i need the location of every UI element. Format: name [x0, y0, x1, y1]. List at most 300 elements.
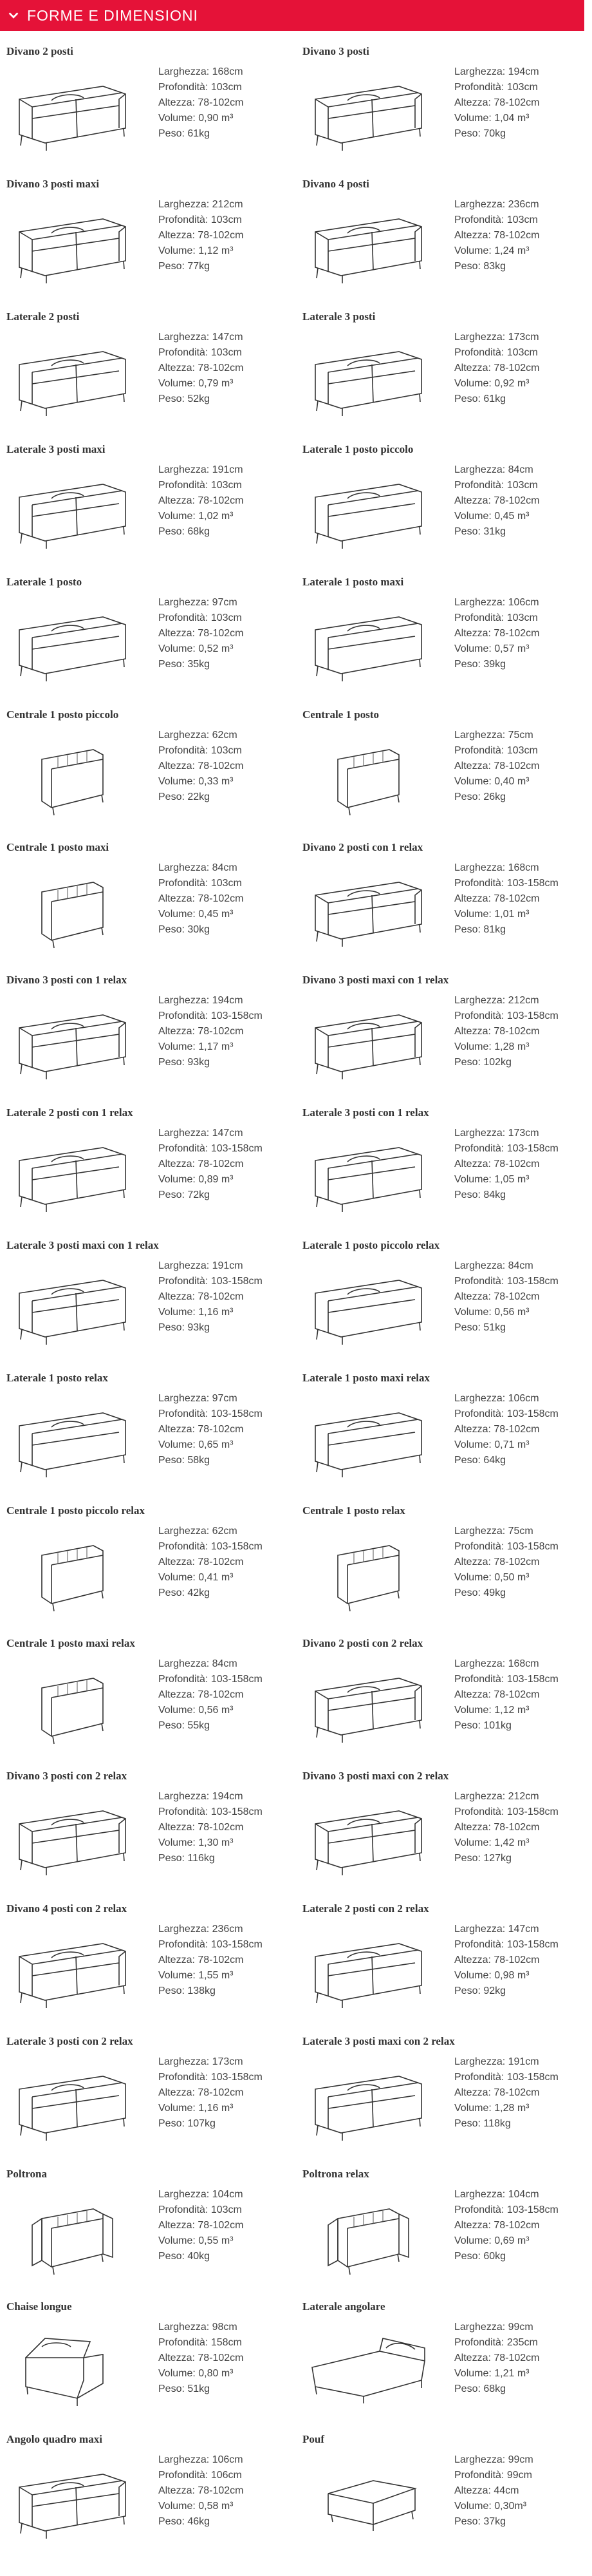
spec-height: Altezza: 78-102cm: [158, 628, 244, 639]
spec-height: Altezza: 78-102cm: [158, 893, 244, 904]
spec-weight: Peso: 92kg: [454, 1985, 506, 1996]
spec-weight: Peso: 61kg: [454, 393, 506, 404]
product-name: Centrale 1 posto piccolo relax: [6, 1504, 145, 1517]
spec-width: Larghezza: 236cm: [454, 199, 539, 210]
product-name: Laterale 1 posto relax: [6, 1372, 108, 1384]
product-card: [296, 960, 592, 1092]
product-specs: [158, 728, 244, 805]
product-drawing: [6, 2057, 135, 2147]
spec-width: Larghezza: 194cm: [454, 66, 539, 77]
spec-depth: Profondità: 103cm: [158, 347, 242, 358]
spec-volume: Volume: 0,45 m³: [158, 909, 234, 920]
spec-height: Altezza: 78-102cm: [158, 1159, 244, 1170]
product-specs: [158, 197, 244, 274]
spec-volume: Volume: 0,89 m³: [158, 1174, 234, 1185]
chevron-down-icon: [6, 8, 21, 23]
spec-width: Larghezza: 173cm: [454, 332, 539, 343]
product-name: Poltrona relax: [302, 2168, 369, 2180]
spec-weight: Peso: 60kg: [454, 2251, 506, 2262]
spec-volume: Volume: 1,16 m³: [158, 1307, 234, 1318]
product-drawing: [6, 996, 135, 1086]
spec-weight: Peso: 81kg: [454, 924, 506, 935]
spec-width: Larghezza: 75cm: [454, 1526, 533, 1537]
product-card: [0, 960, 296, 1092]
spec-height: Altezza: 78-102cm: [454, 893, 540, 904]
product-name: Divano 3 posti maxi con 1 relax: [302, 974, 449, 986]
spec-width: Larghezza: 147cm: [158, 332, 243, 343]
product-drawing: [6, 1261, 135, 1351]
spec-height: Altezza: 78-102cm: [454, 1424, 540, 1435]
spec-volume: Volume: 1,24 m³: [454, 245, 530, 256]
spec-volume: Volume: 1,30 m³: [158, 1837, 234, 1848]
spec-height: Altezza: 78-102cm: [454, 761, 540, 772]
product-card: [0, 429, 296, 562]
product-drawing: [6, 598, 135, 688]
spec-volume: Volume: 0,50 m³: [454, 1572, 530, 1583]
spec-height: Altezza: 78-102cm: [454, 363, 540, 374]
product-name: Chaise longue: [6, 2300, 72, 2313]
spec-height: Altezza: 78-102cm: [454, 1159, 540, 1170]
spec-weight: Peso: 35kg: [158, 659, 210, 670]
product-card: [296, 1225, 592, 1358]
product-card: [296, 1888, 592, 2021]
spec-depth: Profondità: 103cm: [158, 480, 242, 491]
product-specs: [454, 1922, 559, 1999]
product-card: [296, 2154, 592, 2286]
spec-volume: Volume: 0,58 m³: [158, 2501, 234, 2512]
spec-width: Larghezza: 168cm: [158, 66, 243, 77]
product-name: Laterale 3 posti con 1 relax: [302, 1106, 429, 1119]
spec-volume: Volume: 0,57 m³: [454, 643, 530, 654]
spec-width: Larghezza: 104cm: [454, 2189, 539, 2200]
product-card: [296, 2286, 592, 2419]
spec-height: Altezza: 78-102cm: [454, 1026, 540, 1037]
spec-depth: Profondità: 103cm: [454, 82, 538, 93]
product-name: Laterale 3 posti con 2 relax: [6, 2035, 133, 2047]
product-specs: [158, 993, 263, 1070]
spec-width: Larghezza: 84cm: [158, 1658, 237, 1669]
product-name: Laterale angolare: [302, 2300, 385, 2313]
product-specs: [454, 1524, 559, 1601]
product-drawing: [6, 1924, 135, 2014]
spec-width: Larghezza: 147cm: [454, 1924, 539, 1935]
spec-volume: Volume: 0,30m³: [454, 2501, 527, 2512]
spec-height: Altezza: 78-102cm: [158, 2485, 244, 2496]
spec-height: Altezza: 78-102cm: [454, 2220, 540, 2231]
spec-weight: Peso: 26kg: [454, 791, 506, 802]
product-drawing: [302, 332, 431, 422]
spec-height: Altezza: 78-102cm: [158, 1424, 244, 1435]
spec-depth: Profondità: 103-158cm: [158, 1674, 263, 1685]
product-specs: [158, 1258, 263, 1336]
spec-width: Larghezza: 236cm: [158, 1924, 243, 1935]
product-card: [296, 429, 592, 562]
spec-depth: Profondità: 103cm: [454, 214, 538, 225]
spec-height: Altezza: 78-102cm: [158, 363, 244, 374]
product-card: [0, 1490, 296, 1623]
spec-depth: Profondità: 103-158cm: [454, 1010, 559, 1021]
spec-volume: Volume: 0,71 m³: [454, 1439, 530, 1450]
spec-weight: Peso: 72kg: [158, 1189, 210, 1200]
product-card: [296, 1756, 592, 1888]
spec-weight: Peso: 107kg: [158, 2118, 216, 2129]
product-card: [0, 1225, 296, 1358]
spec-height: Altezza: 78-102cm: [454, 1689, 540, 1700]
product-drawing: [302, 996, 431, 1086]
spec-width: Larghezza: 168cm: [454, 1658, 539, 1669]
spec-height: Altezza: 78-102cm: [454, 2353, 540, 2363]
product-drawing: [6, 1792, 135, 1882]
product-specs: [454, 1258, 559, 1336]
product-name: Divano 4 posti con 2 relax: [6, 1902, 127, 1915]
product-card: [0, 2021, 296, 2154]
product-name: Divano 3 posti maxi con 2 relax: [302, 1770, 449, 1782]
spec-weight: Peso: 118kg: [454, 2118, 511, 2129]
spec-volume: Volume: 0,56 m³: [454, 1307, 530, 1318]
product-specs: [158, 330, 244, 407]
product-specs: [158, 2187, 244, 2264]
product-card: [0, 1756, 296, 1888]
spec-volume: Volume: 1,16 m³: [158, 2103, 234, 2114]
spec-width: Larghezza: 191cm: [454, 2056, 539, 2067]
product-card: [0, 827, 296, 960]
spec-height: Altezza: 78-102cm: [454, 1557, 540, 1567]
spec-weight: Peso: 31kg: [454, 526, 506, 537]
product-name: Pouf: [302, 2433, 324, 2445]
product-card: [0, 2419, 296, 2552]
product-specs: [454, 2452, 533, 2530]
spec-volume: Volume: 1,05 m³: [454, 1174, 530, 1185]
spec-height: Altezza: 78-102cm: [158, 97, 244, 108]
product-specs: [158, 1524, 263, 1601]
product-name: Laterale 1 posto maxi: [302, 576, 404, 588]
product-specs: [158, 1922, 263, 1999]
product-drawing: [302, 1128, 431, 1218]
product-name: Laterale 3 posti maxi: [6, 443, 106, 455]
product-drawing: [302, 598, 431, 688]
spec-width: Larghezza: 97cm: [158, 597, 237, 608]
spec-width: Larghezza: 106cm: [454, 597, 539, 608]
spec-weight: Peso: 40kg: [158, 2251, 210, 2262]
spec-volume: Volume: 1,28 m³: [454, 1041, 530, 1052]
spec-depth: Profondità: 103-158cm: [158, 1408, 263, 1419]
product-card: [0, 1888, 296, 2021]
spec-volume: Volume: 0,45 m³: [454, 511, 530, 522]
spec-depth: Profondità: 103cm: [454, 612, 538, 623]
spec-weight: Peso: 61kg: [158, 128, 210, 139]
spec-volume: Volume: 0,79 m³: [158, 378, 234, 389]
spec-volume: Volume: 1,04 m³: [454, 113, 530, 124]
product-drawing: [6, 1659, 135, 1749]
spec-volume: Volume: 1,42 m³: [454, 1837, 530, 1848]
spec-volume: Volume: 0,55 m³: [158, 2235, 234, 2246]
spec-volume: Volume: 1,12 m³: [158, 245, 234, 256]
spec-depth: Profondità: 103cm: [158, 745, 242, 756]
product-drawing: [6, 465, 135, 555]
product-specs: [158, 1391, 263, 1468]
spec-depth: Profondità: 103-158cm: [158, 1806, 263, 1817]
product-card: [296, 296, 592, 429]
product-drawing: [302, 1792, 431, 1882]
product-drawing: [302, 1261, 431, 1351]
spec-volume: Volume: 0,98 m³: [454, 1970, 530, 1981]
spec-height: Altezza: 78-102cm: [158, 1955, 244, 1965]
spec-width: Larghezza: 191cm: [158, 1260, 243, 1271]
product-drawing: [302, 1659, 431, 1749]
spec-volume: Volume: 1,21 m³: [454, 2368, 530, 2379]
spec-depth: Profondità: 158cm: [158, 2337, 242, 2348]
spec-width: Larghezza: 104cm: [158, 2189, 243, 2200]
spec-width: Larghezza: 84cm: [454, 1260, 533, 1271]
product-card: [296, 31, 592, 164]
spec-width: Larghezza: 84cm: [454, 464, 533, 475]
spec-height: Altezza: 78-102cm: [454, 1291, 540, 1302]
product-drawing: [6, 2190, 135, 2280]
spec-height: Altezza: 78-102cm: [454, 1955, 540, 1965]
spec-width: Larghezza: 84cm: [158, 862, 237, 873]
product-specs: [454, 595, 540, 672]
product-drawing: [302, 1924, 431, 2014]
product-name: Laterale 1 posto maxi relax: [302, 1372, 430, 1384]
product-card: [0, 1358, 296, 1490]
product-drawing: [6, 863, 135, 953]
spec-width: Larghezza: 98cm: [158, 2322, 237, 2333]
spec-height: Altezza: 78-102cm: [158, 230, 244, 241]
product-specs: [158, 1789, 263, 1866]
product-drawing: [6, 332, 135, 422]
product-card: [0, 2286, 296, 2419]
product-specs: [454, 462, 540, 540]
spec-depth: Profondità: 99cm: [454, 2470, 532, 2481]
spec-width: Larghezza: 106cm: [158, 2454, 243, 2465]
product-specs: [158, 2452, 244, 2530]
product-drawing: [302, 1526, 431, 1616]
product-name: Laterale 2 posti con 2 relax: [302, 1902, 429, 1915]
product-card: [296, 1490, 592, 1623]
spec-weight: Peso: 51kg: [454, 1322, 506, 1333]
spec-volume: Volume: 1,01 m³: [454, 909, 530, 920]
spec-height: Altezza: 78-102cm: [158, 2220, 244, 2231]
product-name: Divano 3 posti: [302, 45, 369, 57]
spec-depth: Profondità: 103-158cm: [454, 2204, 559, 2215]
spec-weight: Peso: 30kg: [158, 924, 210, 935]
spec-depth: Profondità: 103-158cm: [454, 1939, 559, 1950]
product-card: [296, 694, 592, 827]
product-drawing: [6, 2455, 135, 2545]
spec-depth: Profondità: 103cm: [454, 480, 538, 491]
product-card: [296, 827, 592, 960]
spec-depth: Profondità: 103-158cm: [158, 1143, 263, 1154]
product-drawing: [302, 2322, 431, 2412]
spec-height: Altezza: 78-102cm: [454, 628, 540, 639]
spec-weight: Peso: 93kg: [158, 1057, 210, 1068]
spec-width: Larghezza: 147cm: [158, 1128, 243, 1139]
product-specs: [158, 595, 244, 672]
product-name: Divano 3 posti con 2 relax: [6, 1770, 127, 1782]
product-name: Centrale 1 posto maxi relax: [6, 1637, 135, 1649]
section-header[interactable]: [0, 0, 584, 31]
product-specs: [454, 197, 540, 274]
spec-width: Larghezza: 75cm: [454, 730, 533, 741]
product-drawing: [302, 2455, 431, 2545]
product-name: Divano 3 posti con 1 relax: [6, 974, 127, 986]
spec-width: Larghezza: 173cm: [454, 1128, 539, 1139]
product-card: [0, 31, 296, 164]
spec-weight: Peso: 46kg: [158, 2516, 210, 2527]
product-card: [296, 562, 592, 694]
spec-depth: Profondità: 103-158cm: [454, 1408, 559, 1419]
product-drawing: [6, 1394, 135, 1484]
spec-weight: Peso: 58kg: [158, 1455, 210, 1466]
spec-weight: Peso: 138kg: [158, 1985, 216, 1996]
spec-depth: Profondità: 103-158cm: [158, 2072, 263, 2083]
spec-height: Altezza: 78-102cm: [454, 230, 540, 241]
spec-width: Larghezza: 99cm: [454, 2454, 533, 2465]
spec-height: Altezza: 78-102cm: [454, 2087, 540, 2098]
spec-volume: Volume: 0,69 m³: [454, 2235, 530, 2246]
spec-depth: Profondità: 103-158cm: [454, 1276, 559, 1287]
product-specs: [158, 2320, 244, 2397]
spec-volume: Volume: 1,28 m³: [454, 2103, 530, 2114]
spec-width: Larghezza: 191cm: [158, 464, 243, 475]
product-name: Laterale 1 posto: [6, 576, 82, 588]
product-card: [296, 2419, 592, 2552]
product-name: Centrale 1 posto relax: [302, 1504, 405, 1517]
spec-width: Larghezza: 106cm: [454, 1393, 539, 1404]
product-drawing: [302, 67, 431, 157]
spec-weight: Peso: 101kg: [454, 1720, 512, 1731]
product-card: [296, 1623, 592, 1756]
product-drawing: [302, 465, 431, 555]
spec-weight: Peso: 49kg: [454, 1587, 506, 1598]
spec-weight: Peso: 83kg: [454, 261, 506, 272]
product-card: [0, 296, 296, 429]
product-specs: [454, 2054, 559, 2132]
product-drawing: [302, 863, 431, 953]
product-specs: [454, 1126, 559, 1203]
spec-weight: Peso: 116kg: [158, 1853, 215, 1864]
spec-width: Larghezza: 212cm: [454, 995, 539, 1006]
spec-weight: Peso: 39kg: [454, 659, 506, 670]
product-specs: [158, 462, 244, 540]
product-name: Centrale 1 posto maxi: [6, 841, 109, 853]
product-specs: [454, 2187, 559, 2264]
spec-height: Altezza: 78-102cm: [158, 2087, 244, 2098]
spec-weight: Peso: 102kg: [454, 1057, 512, 1068]
spec-weight: Peso: 51kg: [158, 2383, 210, 2394]
product-specs: [158, 1656, 263, 1734]
product-name: Laterale 1 posto piccolo relax: [302, 1239, 440, 1251]
product-specs: [158, 1126, 263, 1203]
spec-width: Larghezza: 212cm: [158, 199, 243, 210]
spec-weight: Peso: 127kg: [454, 1853, 512, 1864]
product-name: Divano 2 posti con 1 relax: [302, 841, 423, 853]
spec-volume: Volume: 1,02 m³: [158, 511, 234, 522]
spec-depth: Profondità: 103-158cm: [158, 1276, 263, 1287]
product-drawing: [302, 1394, 431, 1484]
spec-height: Altezza: 78-102cm: [454, 495, 540, 506]
spec-weight: Peso: 68kg: [158, 526, 210, 537]
spec-depth: Profondità: 103-158cm: [158, 1541, 263, 1552]
spec-depth: Profondità: 103-158cm: [158, 1939, 263, 1950]
spec-volume: Volume: 0,52 m³: [158, 643, 234, 654]
product-specs: [454, 1789, 559, 1866]
spec-height: Altezza: 78-102cm: [158, 1291, 244, 1302]
spec-depth: Profondità: 106cm: [158, 2470, 242, 2481]
product-card: [296, 164, 592, 296]
spec-depth: Profondità: 103cm: [158, 82, 242, 93]
product-name: Divano 2 posti: [6, 45, 73, 57]
product-specs: [454, 728, 540, 805]
spec-weight: Peso: 77kg: [158, 261, 210, 272]
spec-height: Altezza: 78-102cm: [454, 97, 540, 108]
spec-width: Larghezza: 194cm: [158, 1791, 243, 1802]
spec-depth: Profondità: 103cm: [454, 745, 538, 756]
spec-weight: Peso: 55kg: [158, 1720, 210, 1731]
product-specs: [454, 860, 559, 938]
spec-width: Larghezza: 99cm: [454, 2322, 533, 2333]
product-card: [0, 1623, 296, 1756]
product-drawing: [302, 730, 431, 820]
spec-depth: Profondità: 103-158cm: [454, 1541, 559, 1552]
spec-height: Altezza: 78-102cm: [158, 1822, 244, 1833]
product-card: [296, 1092, 592, 1225]
spec-depth: Profondità: 103-158cm: [454, 1674, 559, 1685]
product-card: [0, 2154, 296, 2286]
product-drawing: [6, 200, 135, 290]
spec-depth: Profondità: 103cm: [454, 347, 538, 358]
product-specs: [454, 1656, 559, 1734]
spec-height: Altezza: 78-102cm: [454, 1822, 540, 1833]
spec-height: Altezza: 78-102cm: [158, 495, 244, 506]
product-name: Centrale 1 posto: [302, 708, 379, 721]
product-card: [0, 1092, 296, 1225]
spec-width: Larghezza: 97cm: [158, 1393, 237, 1404]
spec-weight: Peso: 84kg: [454, 1189, 506, 1200]
product-name: Laterale 2 posti: [6, 310, 80, 323]
product-specs: [158, 860, 244, 938]
product-specs: [158, 2054, 263, 2132]
product-drawing: [6, 730, 135, 820]
product-name: Laterale 3 posti: [302, 310, 376, 323]
product-drawing: [302, 2057, 431, 2147]
spec-depth: Profondità: 103-158cm: [454, 878, 559, 889]
spec-height: Altezza: 78-102cm: [158, 1026, 244, 1037]
spec-weight: Peso: 52kg: [158, 393, 210, 404]
spec-depth: Profondità: 103cm: [158, 612, 242, 623]
spec-width: Larghezza: 194cm: [158, 995, 243, 1006]
spec-volume: Volume: 0,41 m³: [158, 1572, 234, 1583]
product-specs: [454, 330, 540, 407]
product-specs: [454, 993, 559, 1070]
spec-weight: Peso: 70kg: [454, 128, 506, 139]
spec-weight: Peso: 42kg: [158, 1587, 210, 1598]
spec-volume: Volume: 0,33 m³: [158, 776, 234, 787]
product-card: [0, 164, 296, 296]
product-card: [0, 562, 296, 694]
spec-weight: Peso: 93kg: [158, 1322, 210, 1333]
product-name: Laterale 1 posto piccolo: [302, 443, 414, 455]
product-specs: [454, 64, 540, 142]
spec-volume: Volume: 0,90 m³: [158, 113, 234, 124]
spec-width: Larghezza: 62cm: [158, 730, 237, 741]
product-name: Laterale 2 posti con 1 relax: [6, 1106, 133, 1119]
spec-depth: Profondità: 103cm: [158, 214, 242, 225]
spec-width: Larghezza: 212cm: [454, 1791, 539, 1802]
spec-weight: Peso: 68kg: [454, 2383, 506, 2394]
spec-volume: Volume: 1,55 m³: [158, 1970, 234, 1981]
spec-volume: Volume: 1,17 m³: [158, 1041, 234, 1052]
